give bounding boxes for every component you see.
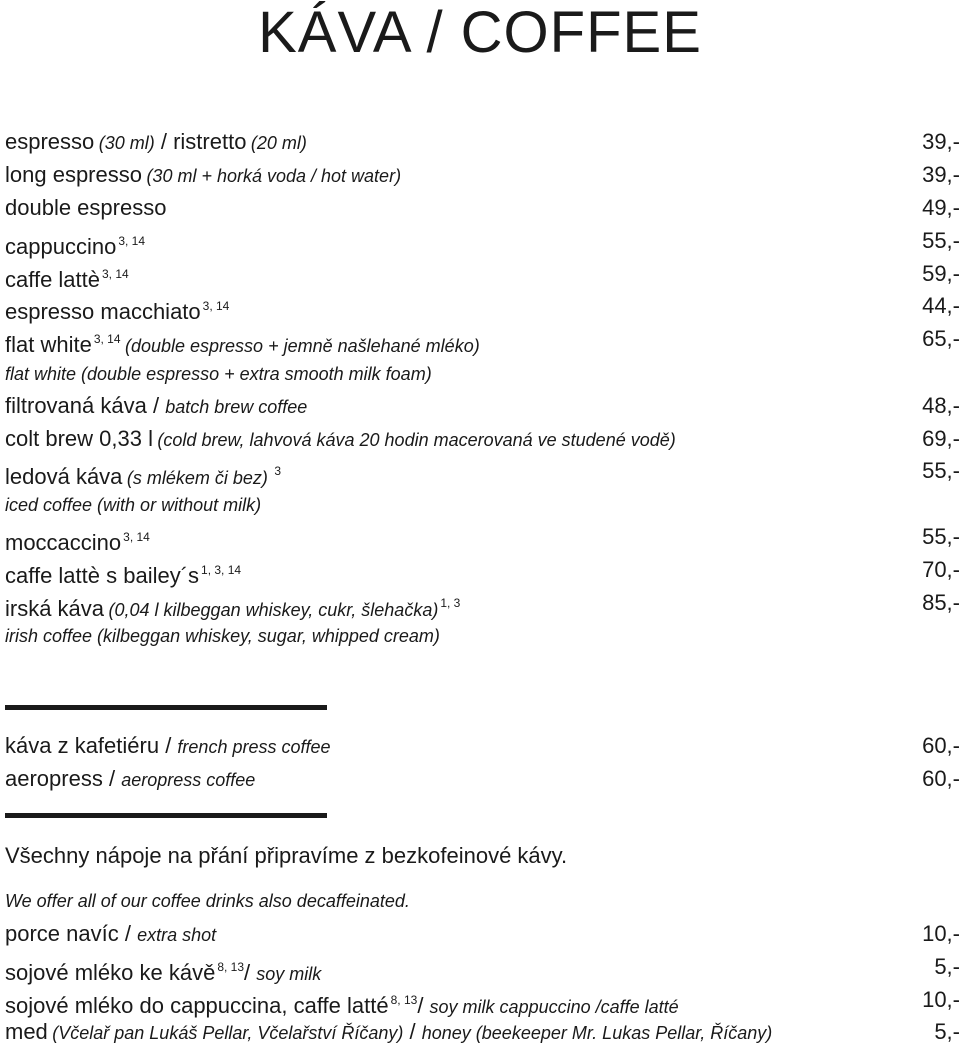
item-english: flat white (double espresso + extra smooth milk foam) — [5, 364, 432, 384]
item-allergens: 3, 14 — [202, 299, 230, 313]
item-allergens: 3, 14 — [123, 530, 150, 544]
note-text: Všechny nápoje na přání připravíme z bezkofeinové kávy. — [5, 843, 568, 868]
item-name: caffe lattè s bailey´s — [5, 563, 200, 588]
section-divider — [5, 813, 327, 818]
item-price: 39,- — [922, 162, 960, 187]
item-detail: soy milk — [256, 964, 322, 984]
item-price: 69,- — [922, 426, 960, 451]
item-name: porce navíc — [5, 921, 119, 946]
item-price: 44,- — [922, 293, 960, 318]
item-detail: (30 ml) — [98, 133, 155, 153]
item-detail: extra shot — [137, 925, 217, 945]
item-separator: / — [146, 393, 166, 418]
item-name: káva z kafetiéru — [5, 733, 160, 758]
item-price: 65,- — [922, 326, 960, 351]
item-name: espresso — [5, 129, 95, 154]
menu-item-iced-coffee — [5, 455, 960, 487]
menu-item-honey — [5, 1016, 960, 1048]
item-price: 55,- — [922, 458, 960, 483]
item-name: moccaccino — [5, 530, 122, 555]
menu-item-soy-milk — [5, 951, 960, 983]
menu-item-irish-coffee-en — [5, 620, 960, 652]
item-name: med — [5, 1019, 48, 1044]
menu-item-latte-baileys — [5, 554, 960, 586]
menu-item-moccaccino — [5, 521, 960, 553]
item-price: 60,- — [922, 766, 960, 791]
item-separator: / — [118, 921, 138, 946]
item-price: 49,- — [922, 195, 960, 220]
decaf-note-en — [5, 885, 960, 917]
item-allergens: 1, 3 — [440, 596, 461, 610]
menu-item-caffe-latte — [5, 258, 960, 290]
item-separator: / — [154, 129, 174, 154]
item-detail: (cold brew, lahvová káva 20 hodin macerovaná ve studené vodě) — [157, 430, 676, 450]
item-name: double espresso — [5, 195, 167, 220]
menu-item-flat-white — [5, 323, 960, 355]
menu-item-iced-coffee-en — [5, 489, 960, 521]
item-price: 70,- — [922, 557, 960, 582]
item-allergens: 8, 13 — [217, 960, 245, 974]
item-price: 10,- — [922, 987, 960, 1012]
menu-item-cold-brew — [5, 423, 960, 455]
menu-title: KÁVA / COFFEE — [258, 0, 702, 65]
item-detail-2: honey (beekeeper Mr. Lukas Pellar, Říčany) — [421, 1023, 773, 1043]
menu-item-cappuccino — [5, 225, 960, 257]
item-detail: aeropress coffee — [121, 770, 256, 790]
item-allergens: 3, 14 — [93, 332, 121, 346]
menu-item-long-espresso — [5, 159, 960, 191]
decaf-note-cz — [5, 840, 960, 872]
menu-item-soy-milk-cappuccino — [5, 984, 960, 1016]
item-name: aeropress — [5, 766, 103, 791]
item-english: iced coffee (with or without milk) — [5, 495, 262, 515]
item-price: 48,- — [922, 393, 960, 418]
item-name: cappuccino — [5, 234, 117, 259]
item-price: 39,- — [922, 129, 960, 154]
item-detail: (double espresso + jemně našlehané mléko) — [124, 336, 480, 356]
item-name: irská káva — [5, 596, 105, 621]
item-detail: batch brew coffee — [165, 397, 308, 417]
item-detail: (s mlékem či bez) — [126, 468, 268, 488]
item-name: flat white — [5, 332, 92, 357]
item-allergens: 3, 14 — [102, 267, 129, 281]
item-price: 59,- — [922, 261, 960, 286]
menu-item-double-espresso — [5, 192, 960, 224]
item-detail: soy milk cappuccino /caffe latté — [429, 997, 679, 1017]
item-name-2: ristretto — [173, 129, 247, 154]
item-detail: (30 ml + horká voda / hot water) — [146, 166, 402, 186]
item-detail: (0,04 l kilbeggan whiskey, cukr, šlehačka) — [108, 600, 439, 620]
item-price: 55,- — [922, 228, 960, 253]
item-english: irish coffee (kilbeggan whiskey, sugar, whipped cream) — [5, 626, 440, 646]
item-allergens: 1, 3, 14 — [201, 563, 242, 577]
item-name: espresso macchiato — [5, 299, 201, 324]
item-name: filtrovaná káva — [5, 393, 147, 418]
item-detail: french press coffee — [177, 737, 331, 757]
item-separator: / — [244, 960, 257, 985]
item-name: long espresso — [5, 162, 142, 187]
item-price: 60,- — [922, 733, 960, 758]
item-price: 5,- — [934, 1019, 960, 1044]
menu-item-french-press — [5, 730, 960, 762]
item-detail: (Včelař pan Lukáš Pellar, Včelařství Říčany) — [52, 1023, 404, 1043]
item-name: ledová káva — [5, 464, 123, 489]
item-name: sojové mléko do cappuccina, caffe latté — [5, 993, 389, 1018]
item-separator: / — [159, 733, 178, 758]
item-price: 85,- — [922, 590, 960, 615]
item-price: 5,- — [934, 954, 960, 979]
item-allergens: 3 — [274, 464, 282, 478]
menu-item-espresso-macchiato — [5, 290, 960, 322]
item-name: caffe lattè — [5, 267, 100, 292]
item-separator: / — [403, 1019, 422, 1044]
item-price: 55,- — [922, 524, 960, 549]
section-divider — [5, 705, 327, 710]
item-separator: / — [417, 993, 430, 1018]
menu-item-irish-coffee — [5, 587, 960, 619]
item-name: colt brew 0,33 l — [5, 426, 153, 451]
item-price: 10,- — [922, 921, 960, 946]
item-detail-2: (20 ml) — [250, 133, 307, 153]
item-name: sojové mléko ke kávě — [5, 960, 216, 985]
menu-item-batch-brew — [5, 390, 960, 422]
menu-item-espresso — [5, 126, 960, 158]
item-allergens: 8, 13 — [390, 993, 418, 1007]
menu-item-extra-shot — [5, 918, 960, 950]
menu-item-flat-white-en — [5, 358, 960, 390]
note-text: We offer all of our coffee drinks also decaffeinated. — [5, 891, 410, 911]
item-separator: / — [102, 766, 122, 791]
menu-item-aeropress — [5, 763, 960, 795]
item-allergens: 3, 14 — [118, 234, 146, 248]
